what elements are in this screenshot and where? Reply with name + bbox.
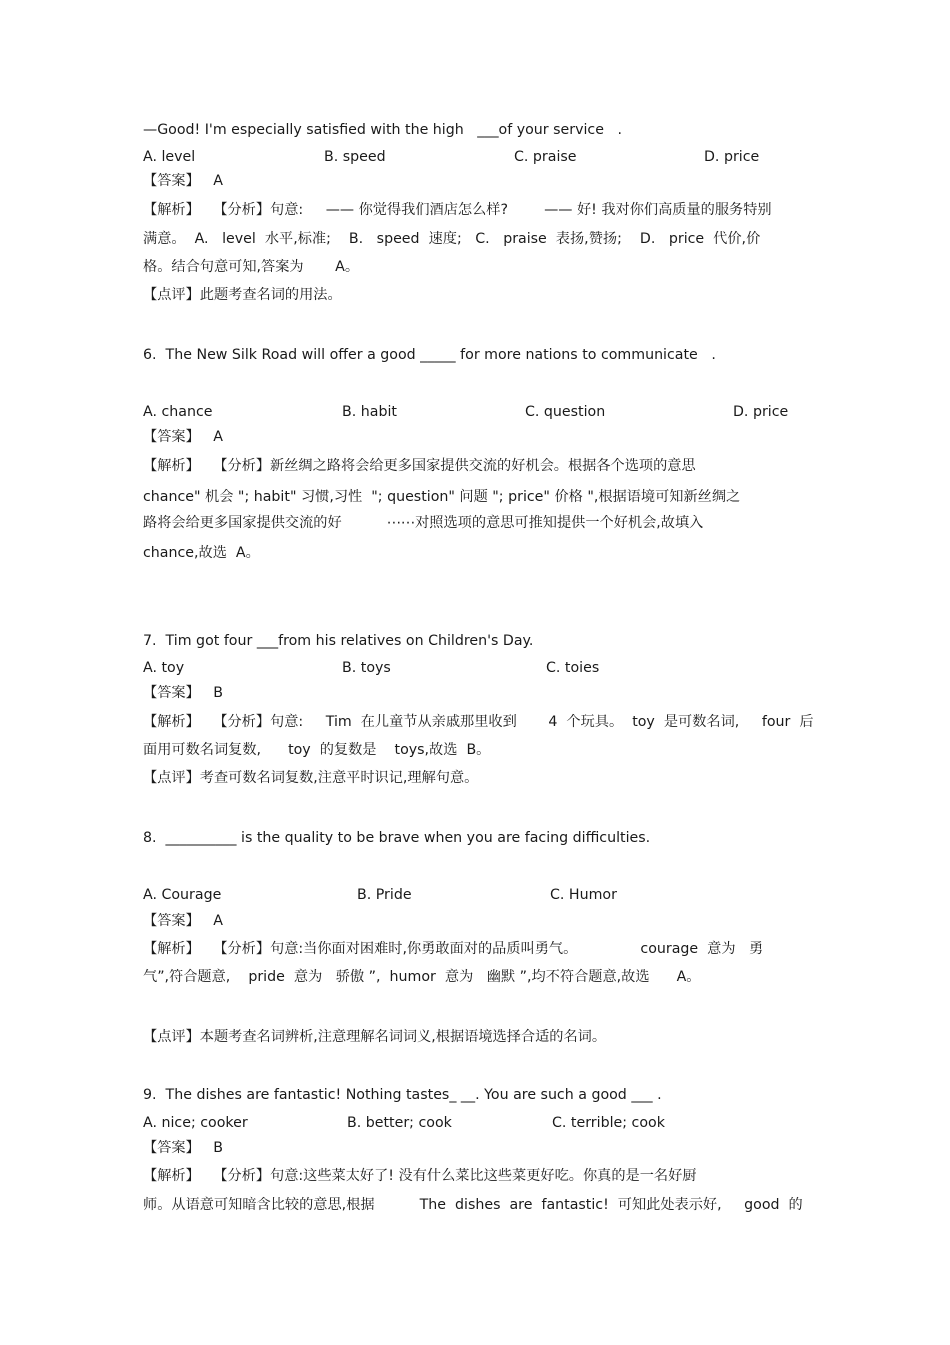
q6-option-d: D. price (733, 404, 789, 420)
q6-option-b: B. habit (342, 404, 397, 420)
q5-option-a: A. level (143, 149, 196, 165)
q8-stem: 8. __________ is the quality to be brave when you are facing difficulties. (143, 830, 651, 846)
q8-option-c: C. Humor (550, 887, 617, 903)
q6-analysis-line-2: chance" 机会 "; habit" 习惯,习性 "; question" 问题 "; price" 价格 ",根据语境可知新丝绸之 (143, 489, 741, 505)
q7-analysis-line-2: 面用可数名词复数, toy 的复数是 toys,故选 B。 (143, 742, 491, 758)
q6-option-c: C. question (525, 404, 606, 420)
q5-analysis-line-3: 格。结合句意可知,答案为 A。 (143, 259, 360, 275)
q7-answer: 【答案】 B (143, 685, 224, 701)
q9-option-a: A. nice; cooker (143, 1115, 248, 1131)
q9-analysis-line-1: 【解析】 【分析】句意:这些菜太好了! 没有什么菜比这些菜更好吃。你真的是一名好厨 (143, 1168, 697, 1184)
q9-answer: 【答案】 B (143, 1140, 224, 1156)
q5-option-d: D. price (704, 149, 760, 165)
q5-analysis-line-2: 满意。 A. level 水平,标准; B. speed 速度; C. praise 表扬,赞扬; D. price 代价,价 (143, 231, 761, 247)
q7-option-b: B. toys (342, 660, 391, 676)
q8-option-b: B. Pride (357, 887, 412, 903)
q5-stem: —Good! I'm especially satisfied with the high ___of your service . (143, 122, 623, 138)
q7-analysis-line-1: 【解析】 【分析】句意: Tim 在儿童节从亲戚那里收到 4 个玩具。 toy 是可数名词, four 后 (143, 714, 814, 730)
q7-option-a: A. toy (143, 660, 185, 676)
q6-analysis-line-4: chance,故选 A。 (143, 545, 260, 561)
q9-option-c: C. terrible; cook (552, 1115, 665, 1131)
q5-option-b: B. speed (324, 149, 386, 165)
q6-option-a: A. chance (143, 404, 213, 420)
q5-answer: 【答案】 A (143, 173, 223, 189)
q8-answer: 【答案】 A (143, 913, 223, 929)
q7-stem: 7. Tim got four ___from his relatives on Children's Day. (143, 633, 534, 649)
q9-analysis-line-2: 师。从语意可知暗含比较的意思,根据 The dishes are fantastic! 可知此处表示好, good 的 (143, 1197, 803, 1213)
q8-comment: 【点评】本题考查名词辨析,注意理解名词词义,根据语境选择合适的名词。 (143, 1029, 607, 1045)
q5-comment: 【点评】此题考查名词的用法。 (143, 287, 342, 303)
q5-analysis-line-1: 【解析】 【分析】句意: —— 你觉得我们酒店怎么样? —— 好! 我对你们高质量的服务特别 (143, 202, 772, 218)
q8-analysis-line-1: 【解析】 【分析】句意:当你面对困难时,你勇敢面对的品质叫勇气。 courage 意为 勇 (143, 941, 764, 957)
q8-analysis-line-2: 气”,符合题意, pride 意为 骄傲 ”, humor 意为 幽默 ”,均不符合题意,故选 A。 (143, 969, 701, 985)
q5-option-c: C. praise (514, 149, 577, 165)
q7-option-c: C. toies (546, 660, 600, 676)
q7-comment: 【点评】考查可数名词复数,注意平时识记,理解句意。 (143, 770, 479, 786)
q6-answer: 【答案】 A (143, 429, 223, 445)
q6-analysis-line-1: 【解析】 【分析】新丝绸之路将会给更多国家提供交流的好机会。根据各个选项的意思 (143, 458, 696, 474)
q6-stem: 6. The New Silk Road will offer a good _____ for more nations to communicate . (143, 347, 716, 363)
q9-option-b: B. better; cook (347, 1115, 452, 1131)
q8-option-a: A. Courage (143, 887, 222, 903)
q9-stem: 9. The dishes are fantastic! Nothing tastes_ __. You are such a good ___ . (143, 1087, 662, 1103)
q6-analysis-line-3: 路将会给更多国家提供交流的好 ⋯⋯对照选项的意思可推知提供一个好机会,故填入 (143, 515, 704, 531)
